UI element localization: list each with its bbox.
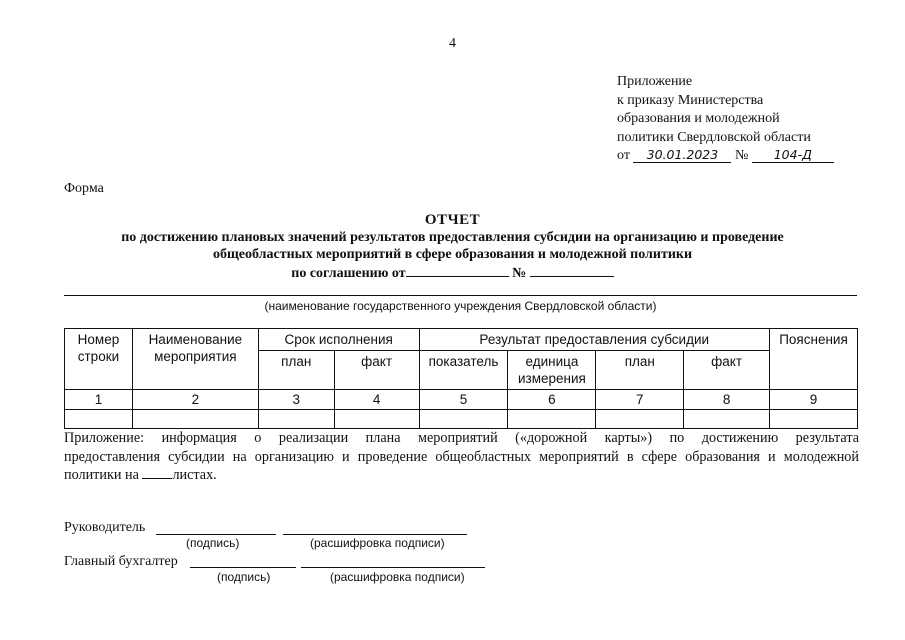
appendix-line: к приказу Министерства xyxy=(617,92,764,108)
institution-name-line xyxy=(64,295,857,296)
title-line: общеобластных мероприятий в сфере образования и молодежной политики xyxy=(212,247,693,262)
page-number: 4 xyxy=(449,36,456,51)
column-number-cell: 4 xyxy=(334,390,419,410)
header-cell-term: Срок исполнения xyxy=(258,329,419,351)
appendix-line: образования и молодежной xyxy=(617,111,780,126)
agreement-prefix: по соглашению от xyxy=(291,266,406,281)
handwritten-number: 104-Д xyxy=(752,147,834,163)
accountant-signature-line xyxy=(190,567,296,568)
table-cell xyxy=(334,410,419,429)
table-cell xyxy=(596,410,684,429)
header-cell-result: Результат предоставления субсидии xyxy=(419,329,770,351)
table-cell xyxy=(258,410,334,429)
note-line: предоставления субсидии на организацию и проведение общеобластных мероприятий в сфере образования и молодежной xyxy=(64,448,859,465)
agreement-number-blank xyxy=(530,263,614,277)
number-prefix: № xyxy=(734,148,749,163)
column-number-cell: 6 xyxy=(508,390,596,410)
column-number-cell: 2 xyxy=(132,390,258,410)
title-line: по достижению плановых значений результатов предоставления субсидии на организацию и проведение xyxy=(121,230,784,245)
handwritten-date: 30.01.2023 xyxy=(633,147,731,163)
form-label: Форма xyxy=(64,181,104,196)
header-cell-indicator: показатель xyxy=(419,351,508,390)
table-cell xyxy=(65,410,133,429)
column-number-cell: 1 xyxy=(65,390,133,410)
head-signature-line xyxy=(156,534,276,535)
header-cell-fact: факт xyxy=(684,351,770,390)
header-cell-unit: единица измерения xyxy=(508,351,596,390)
appendix-block xyxy=(617,73,834,166)
sheets-count-blank xyxy=(142,466,172,479)
table-row xyxy=(65,410,858,429)
title-agreement-line xyxy=(40,263,865,282)
header-cell-name: Наименование мероприятия xyxy=(132,329,258,390)
column-number-cell: 9 xyxy=(770,390,858,410)
table-cell xyxy=(684,410,770,429)
header-cell-plan: план xyxy=(596,351,684,390)
decoding-caption: (расшифровка подписи) xyxy=(310,536,445,550)
appendix-line: Приложение xyxy=(617,74,693,89)
appendix-date-line xyxy=(617,147,834,166)
table-header-row xyxy=(65,329,858,351)
institution-caption: (наименование государственного учреждения Свердловской области) xyxy=(264,299,657,313)
note-sheets-suffix: листах. xyxy=(172,467,217,483)
header-cell-number: Номер строки xyxy=(65,329,133,390)
agreement-number-sign: № xyxy=(512,266,527,281)
head-signature-label: Руководитель xyxy=(64,520,146,535)
table-column-numbers-row xyxy=(65,390,858,410)
header-cell-fact: факт xyxy=(334,351,419,390)
column-number-cell: 3 xyxy=(258,390,334,410)
head-decoding-line xyxy=(283,534,467,535)
title-heading: ОТЧЕТ xyxy=(424,212,481,228)
header-cell-notes: Пояснения xyxy=(770,329,858,390)
signature-caption: (подпись) xyxy=(217,570,271,584)
accountant-decoding-line xyxy=(301,567,485,568)
header-cell-plan: план xyxy=(258,351,334,390)
table-cell xyxy=(132,410,258,429)
note-sheets-prefix: политики на xyxy=(64,467,139,483)
agreement-date-blank xyxy=(406,263,509,277)
table-cell xyxy=(419,410,508,429)
report-title xyxy=(40,212,865,282)
column-number-cell: 8 xyxy=(684,390,770,410)
column-number-cell: 7 xyxy=(596,390,684,410)
accountant-signature-label: Главный бухгалтер xyxy=(64,554,178,569)
decoding-caption: (расшифровка подписи) xyxy=(330,570,465,584)
report-table xyxy=(64,328,858,429)
appendix-line: политики Свердловской области xyxy=(617,129,811,145)
note-line-sheets xyxy=(64,466,859,485)
column-number-cell: 5 xyxy=(419,390,508,410)
date-prefix: от xyxy=(617,148,630,163)
signature-caption: (подпись) xyxy=(186,536,240,550)
table-cell xyxy=(508,410,596,429)
appendix-note xyxy=(64,429,859,485)
table-cell xyxy=(770,410,858,429)
note-line: Приложение: информация о реализации плана мероприятий («дорожной карты») по достижению результата xyxy=(64,430,859,446)
